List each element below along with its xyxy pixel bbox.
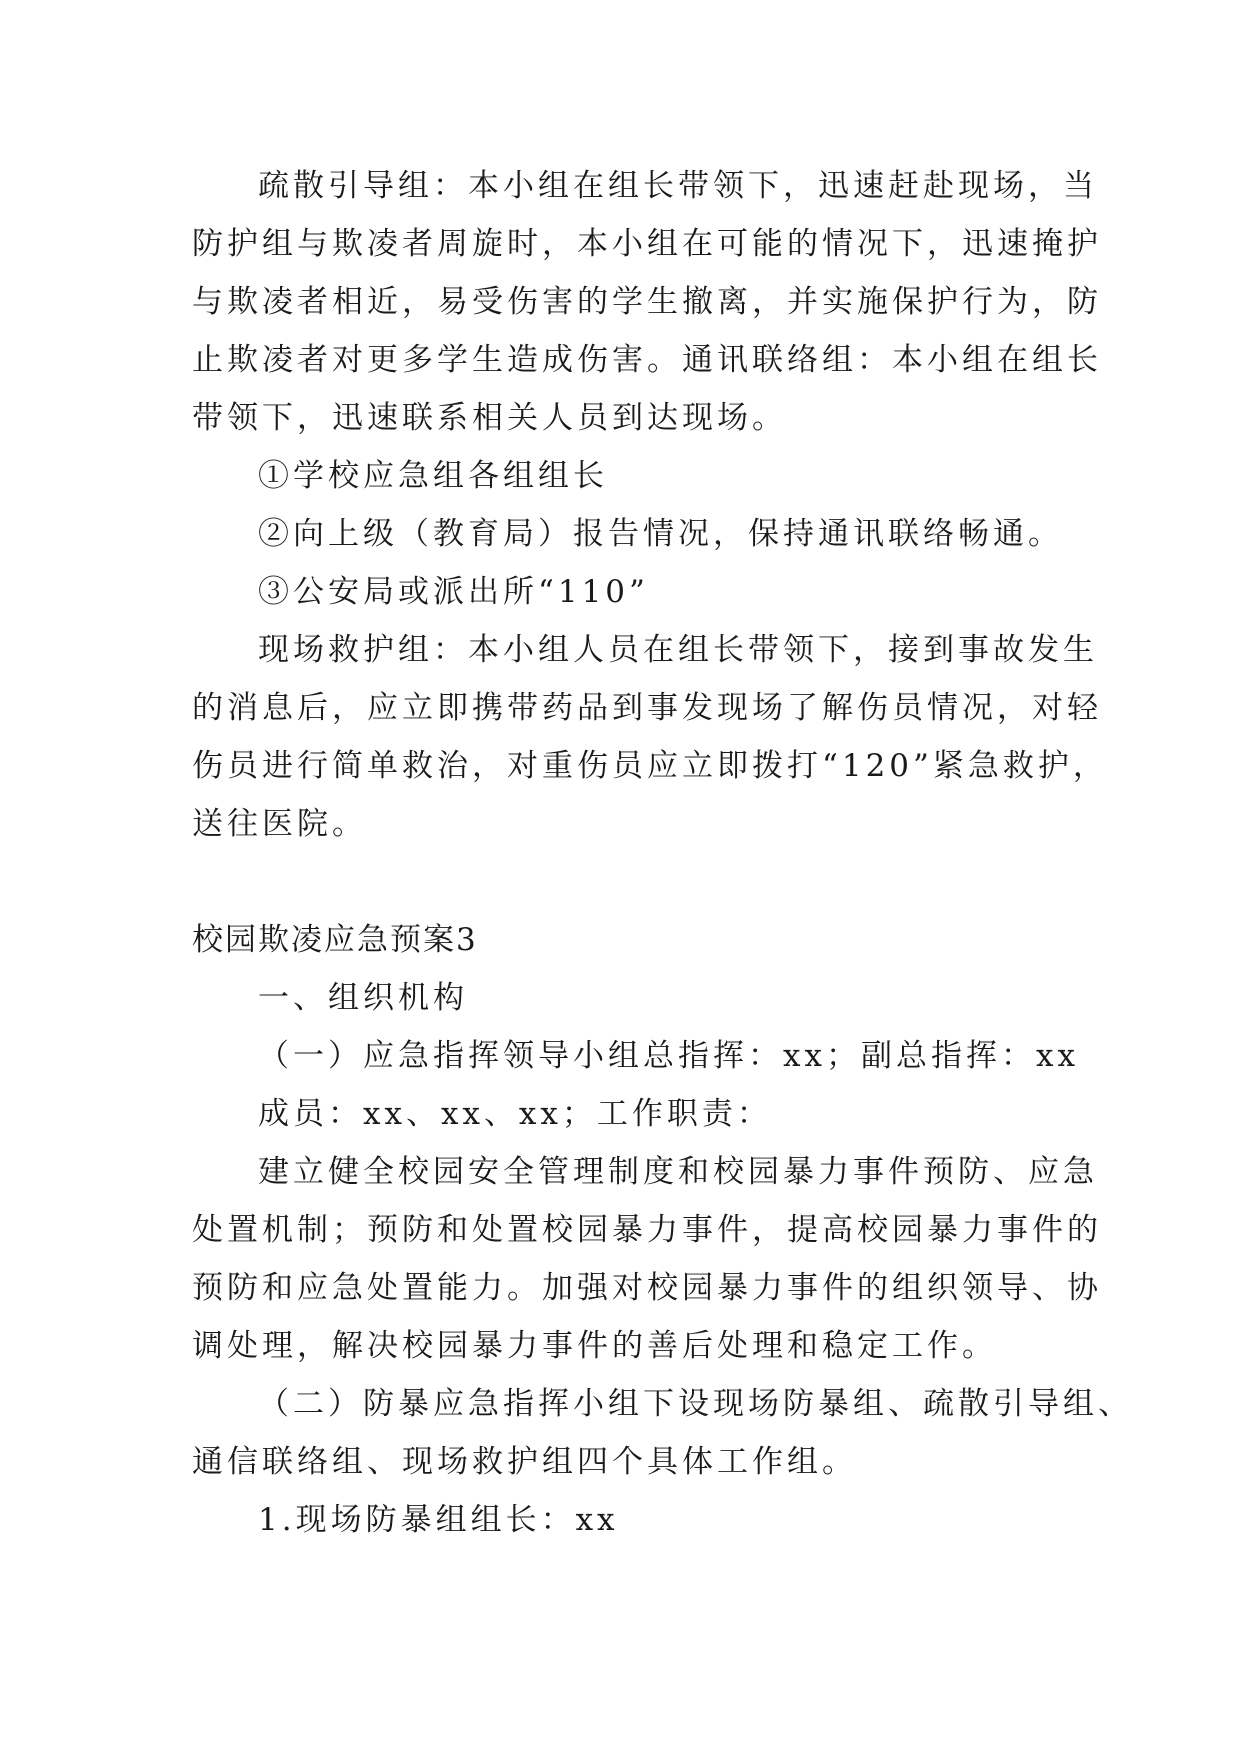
paragraph-line: 的消息后，应立即携带药品到事发现场了解伤员情况，对轻 (192, 690, 1102, 726)
paragraph-line: 1.现场防暴组组长：xx (258, 1502, 619, 1538)
paragraph-line: 调处理，解决校园暴力事件的善后处理和稳定工作。 (192, 1328, 997, 1364)
paragraph-line: 止欺凌者对更多学生造成伤害。通讯联络组：本小组在组长 (192, 342, 1102, 378)
list-item: ①学校应急组各组组长 (258, 458, 608, 494)
paragraph-line: 疏散引导组：本小组在组长带领下，迅速赶赴现场，当 (258, 168, 1098, 204)
paragraph-line: 成员：xx、xx、xx；工作职责： (258, 1096, 772, 1132)
section-heading: 一、组织机构 (258, 980, 468, 1016)
list-item: ③公安局或派出所“110” (258, 574, 649, 610)
paragraph-line: 防护组与欺凌者周旋时，本小组在可能的情况下，迅速掩护 (192, 226, 1102, 262)
paragraph-line: （一）应急指挥领导小组总指挥：xx；副总指挥：xx (258, 1038, 1079, 1074)
paragraph-line: 处置机制；预防和处置校园暴力事件，提高校园暴力事件的 (192, 1212, 1102, 1248)
paragraph-line: 建立健全校园安全管理制度和校园暴力事件预防、应急 (258, 1154, 1098, 1190)
list-item: ②向上级（教育局）报告情况，保持通讯联络畅通。 (258, 516, 1063, 552)
paragraph-line: 通信联络组、现场救护组四个具体工作组。 (192, 1444, 857, 1480)
paragraph-line: 预防和应急处置能力。加强对校园暴力事件的组织领导、协 (192, 1270, 1102, 1306)
paragraph-line: 送往医院。 (192, 806, 367, 842)
paragraph-line: 带领下，迅速联系相关人员到达现场。 (192, 400, 787, 436)
paragraph-line: 伤员进行简单救治，对重伤员应立即拨打“120”紧急救护， (192, 748, 1108, 784)
paragraph-line: （二）防暴应急指挥小组下设现场防暴组、疏散引导组、 (258, 1386, 1133, 1422)
paragraph-line: 现场救护组：本小组人员在组长带领下，接到事故发生 (258, 632, 1098, 668)
paragraph-line: 与欺凌者相近，易受伤害的学生撤离，并实施保护行为，防 (192, 284, 1102, 320)
section-title: 校园欺凌应急预案3 (192, 922, 478, 958)
